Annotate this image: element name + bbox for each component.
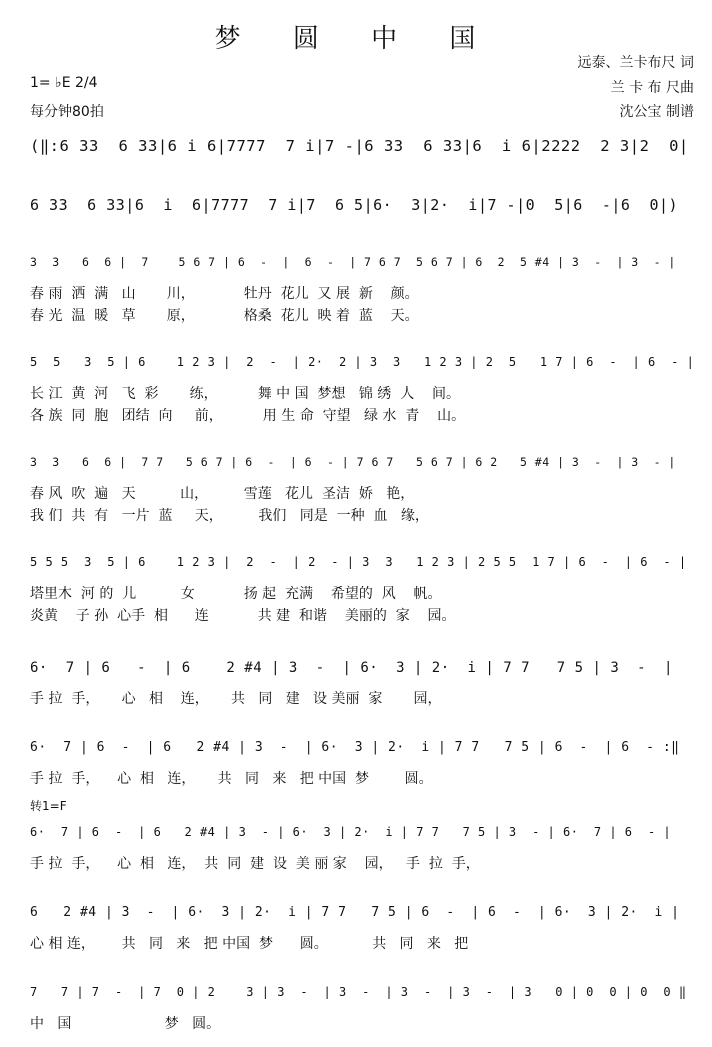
notation-line: 7 7 | 7 - | 7 0 | 2 3 | 3 - | 3 - | 3 - | 3 - | 3 0 | 0 0 | 0 0 ‖ [30,985,687,999]
notation-line: 5 5 5 3 5 | 6 1 2 3 | 2 - | 2 - | 3 3 1 2 3 | 2 5 5 1 7 | 6 - | 6 - | [30,555,687,569]
notation-line: 6· 7 | 6 - | 6 2 #4 | 3 - | 6· 3 | 2· i | 7 7 7 5 | 3 - | [30,660,673,676]
notation-line: 6· 7 | 6 - | 6 2 #4 | 3 - | 6· 3 | 2· i | 7 7 7 5 | 6 - | 6 - :‖ [30,740,680,755]
key-signature: 1= ♭E 2/4 [30,75,98,91]
notation-line: 3 3 6 6 | 7 7 5 6 7 | 6 - | 6 - | 7 6 7 5 6 7 | 6 2 5 #4 | 3 - | 3 - | [30,455,676,469]
lyric-line: 各 族 同 胞 团结 向 前， 用 生 命 守望 绿 水 青 山。 [30,408,466,424]
lyric-line: 春 风 吹 遍 天 山， 雪莲 花儿 圣洁 娇 艳， [30,486,415,502]
lyric-line: 中 国 梦 圆。 [30,1016,221,1032]
lyric-line: 春 光 温 暖 草 原， 格桑 花儿 映 着 蓝 天。 [30,308,419,324]
arranger-credit: 沈公宝 制谱 [619,104,694,120]
notation-line: 6 2 #4 | 3 - | 6· 3 | 2· i | 7 7 7 5 | 6 - | 6 - | 6· 3 | 2· i | [30,905,680,920]
lyric-line: 手 拉 手， 心 相 连， 共 同 建 设 美丽 家 园， [30,691,442,707]
notation-line: 6 33 6 33|6 i 6|7777 7 i|7 6 5|6· 3|2· i|7 -|0 5|6 -|6 0|) [30,196,679,214]
key-change-label: 转1=F [30,799,67,813]
song-title: 梦 圆 中 国 [214,24,498,54]
composer-credit: 兰 卡 布 尺曲 [610,80,694,96]
lyric-line: 手 拉 手， 心 相 连， 共 同 建 设 美 丽 家 园， 手 拉 手， [30,856,480,872]
notation-line: 5 5 3 5 | 6 1 2 3 | 2 - | 2· 2 | 3 3 1 2 3 | 2 5 1 7 | 6 - | 6 - | [30,355,695,369]
notation-line: (‖:6 33 6 33|6 i 6|7777 7 i|7 -|6 33 6 33|6 i 6|2222 2 3|2 0| [30,137,689,155]
lyric-line: 我 们 共 有 一片 蓝 天， 我们 同是 一种 血 缘， [30,508,429,524]
lyric-line: 长 江 黄 河 飞 彩 练， 舞 中 国 梦想 锦 绣 人 间。 [30,386,461,402]
tempo-marking: 每分钟80拍 [30,104,104,120]
notation-line: 6· 7 | 6 - | 6 2 #4 | 3 - | 6· 3 | 2· i | 7 7 7 5 | 3 - | 6· 7 | 6 - | [30,825,672,839]
lyric-line: 春 雨 洒 满 山 川， 牡丹 花儿 又 展 新 颜。 [30,286,419,302]
lyric-line: 炎黄 子 孙 心手 相 连 共 建 和谐 美丽的 家 园。 [30,608,456,624]
lyric-line: 手 拉 手， 心 相 连， 共 同 来 把 中国 梦 圆。 [30,771,433,787]
lyricist-credit: 远泰、兰卡布尺 词 [577,55,694,71]
lyric-line: 心 相 连， 共 同 来 把 中国 梦 圆。 共 同 来 把 [30,936,469,952]
lyric-line: 塔里木 河 的 儿 女 扬 起 充满 希望的 风 帆。 [30,586,442,602]
notation-line: 3 3 6 6 | 7 5 6 7 | 6 - | 6 - | 7 6 7 5 6 7 | 6 2 5 #4 | 3 - | 3 - | [30,255,676,269]
